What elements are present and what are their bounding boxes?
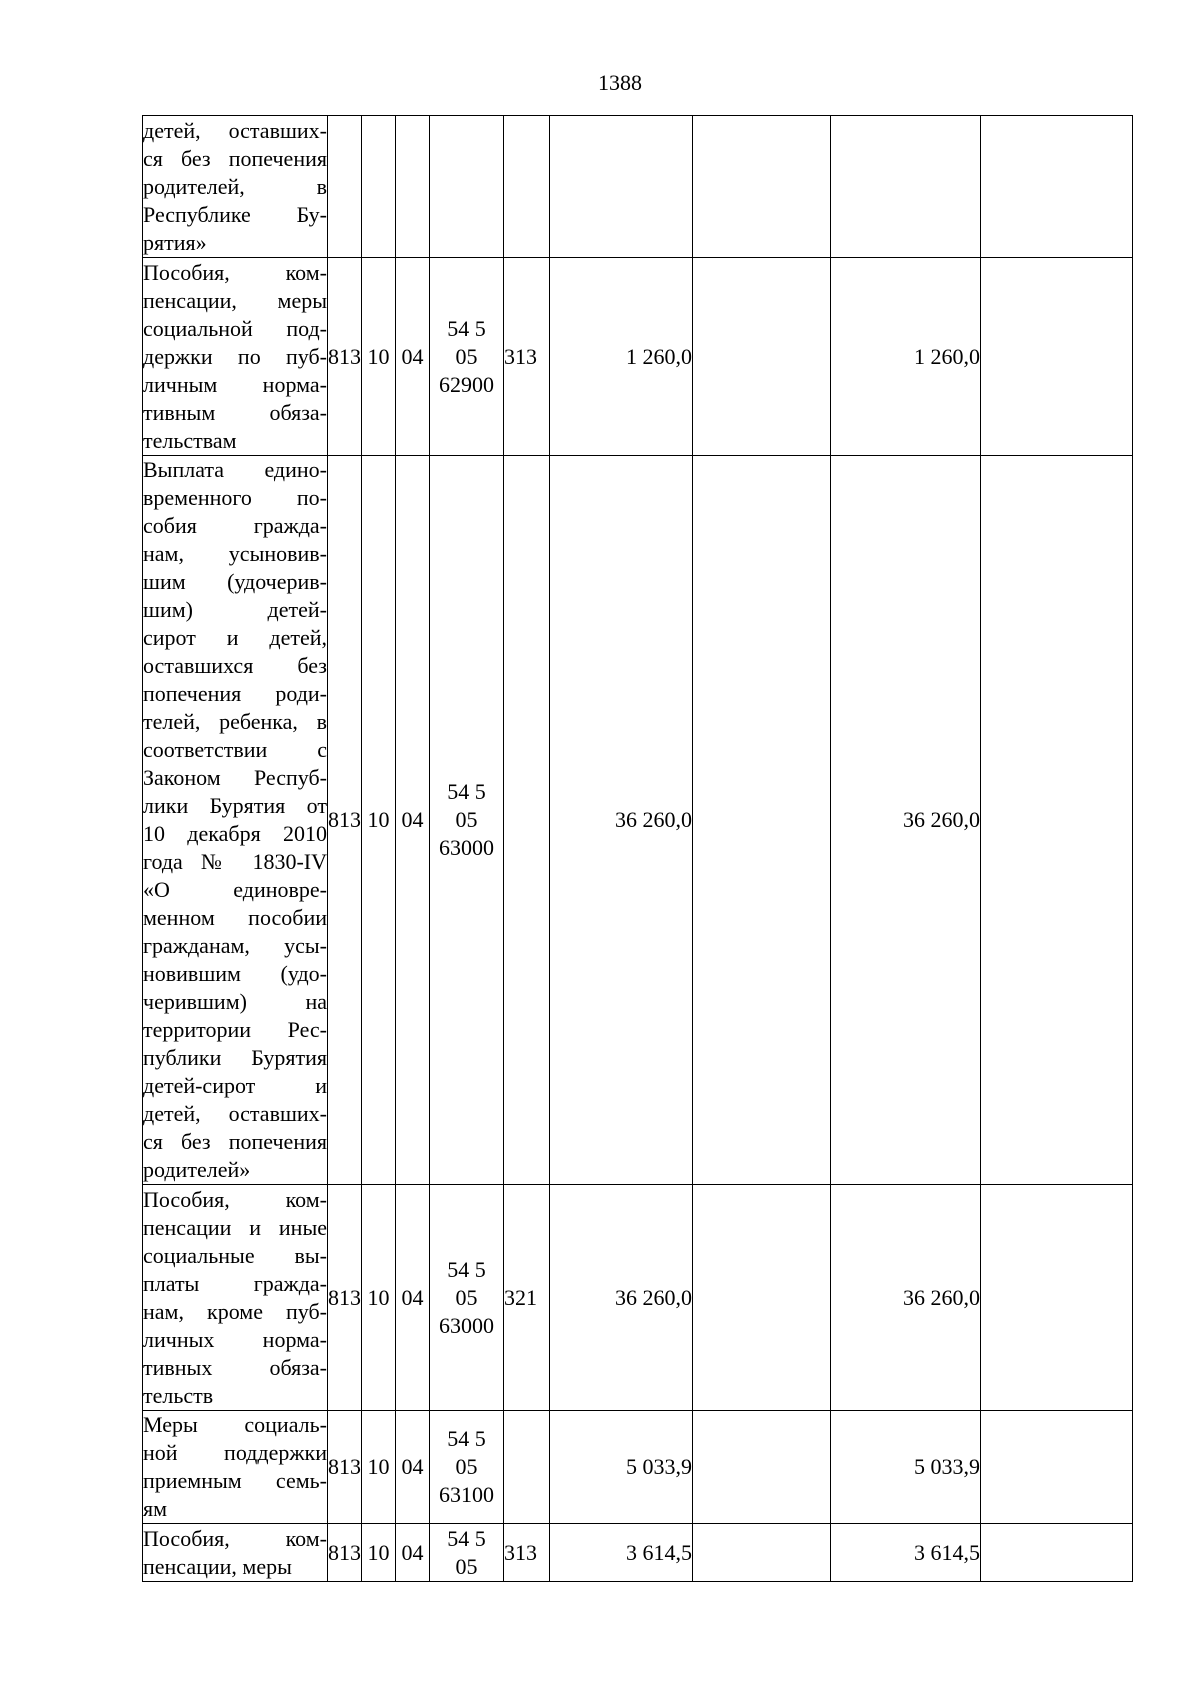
description-line: сирот и детей, bbox=[143, 625, 327, 650]
federal-amount-cell bbox=[693, 456, 831, 1185]
description-line: Меры социаль- bbox=[143, 1412, 327, 1437]
extra-amount-cell bbox=[981, 456, 1133, 1185]
table-row bbox=[143, 1185, 1133, 1411]
subsection-cell: 04 bbox=[396, 456, 430, 1185]
grbs-cell: 813 bbox=[328, 1185, 362, 1411]
subsection-cell: 04 bbox=[396, 1185, 430, 1411]
section-cell: 10 bbox=[362, 258, 396, 456]
target-article-cell: 54 5 05 63000 bbox=[430, 456, 504, 1185]
row-description-text bbox=[143, 259, 327, 455]
federal-amount-cell bbox=[693, 1185, 831, 1411]
row-description-text bbox=[143, 1525, 327, 1581]
section-cell: 10 bbox=[362, 1411, 396, 1524]
description-line: Пособия, ком- bbox=[143, 1186, 327, 1212]
description-line: попечения роди- bbox=[143, 681, 327, 706]
total-amount-cell: 1 260,0 bbox=[550, 258, 693, 456]
table-body bbox=[143, 116, 1133, 1582]
subsection-cell: 04 bbox=[396, 1411, 430, 1524]
description-line: платы гражда- bbox=[143, 1270, 327, 1296]
row-description bbox=[143, 1411, 328, 1524]
regional-amount-cell: 36 260,0 bbox=[831, 1185, 981, 1411]
row-description-text bbox=[143, 117, 327, 257]
grbs-cell: 813 bbox=[328, 456, 362, 1185]
expense-type-cell: 313 bbox=[504, 1524, 550, 1582]
description-line: соответствии с bbox=[143, 737, 327, 762]
extra-amount-cell bbox=[981, 258, 1133, 456]
extra-amount-cell bbox=[981, 116, 1133, 258]
regional-amount-cell: 36 260,0 bbox=[831, 456, 981, 1185]
federal-amount-cell bbox=[693, 1524, 831, 1582]
grbs-cell: 813 bbox=[328, 1411, 362, 1524]
federal-amount-cell bbox=[693, 1411, 831, 1524]
target-article-cell: 54 5 05 bbox=[430, 1524, 504, 1582]
description-line: временного по- bbox=[143, 485, 327, 510]
row-description-text bbox=[143, 1186, 327, 1410]
description-line: приемным семь- bbox=[143, 1468, 327, 1493]
subsection-cell: 04 bbox=[396, 258, 430, 456]
description-line: личным норма- bbox=[143, 371, 327, 397]
description-line: оставшихся без bbox=[143, 653, 327, 678]
description-line: тельств bbox=[143, 1382, 214, 1408]
description-line: гражданам, усы- bbox=[143, 933, 327, 958]
description-line: шим (удочерив- bbox=[143, 569, 327, 594]
description-line: социальные вы- bbox=[143, 1242, 327, 1268]
description-line: собия гражда- bbox=[143, 513, 327, 538]
description-line: Пособия, ком- bbox=[143, 1525, 327, 1551]
section-cell: 10 bbox=[362, 1185, 396, 1411]
extra-amount-cell bbox=[981, 1185, 1133, 1411]
description-line: родителей» bbox=[143, 1157, 251, 1182]
total-amount-cell: 36 260,0 bbox=[550, 456, 693, 1185]
target-article-cell: 54 5 05 63100 bbox=[430, 1411, 504, 1524]
description-line: ся без попечения bbox=[143, 145, 327, 171]
grbs-cell: 813 bbox=[328, 258, 362, 456]
description-line: Выплата едино- bbox=[143, 457, 327, 482]
description-line: детей, оставших- bbox=[143, 1101, 327, 1126]
federal-amount-cell bbox=[693, 116, 831, 258]
expense-type-cell bbox=[504, 1411, 550, 1524]
target-article-cell bbox=[430, 116, 504, 258]
subsection-cell bbox=[396, 116, 430, 258]
description-line: пенсации и иные bbox=[143, 1214, 327, 1240]
description-line: личных норма- bbox=[143, 1326, 327, 1352]
row-description bbox=[143, 1185, 328, 1411]
row-description bbox=[143, 456, 328, 1185]
description-line: родителей, в bbox=[143, 173, 327, 199]
description-line: нам, кроме пуб- bbox=[143, 1298, 327, 1324]
description-line: ся без попечения bbox=[143, 1129, 327, 1154]
total-amount-cell: 5 033,9 bbox=[550, 1411, 693, 1524]
section-cell bbox=[362, 116, 396, 258]
description-line: черившим) на bbox=[143, 989, 327, 1014]
total-amount-cell bbox=[550, 116, 693, 258]
expense-type-cell: 313 bbox=[504, 258, 550, 456]
description-line: нам, усыновив- bbox=[143, 541, 327, 566]
row-description bbox=[143, 116, 328, 258]
total-amount-cell: 3 614,5 bbox=[550, 1524, 693, 1582]
regional-amount-cell: 3 614,5 bbox=[831, 1524, 981, 1582]
total-amount-cell: 36 260,0 bbox=[550, 1185, 693, 1411]
description-line: года № 1830-IV bbox=[143, 849, 327, 874]
description-line: 10 декабря 2010 bbox=[143, 821, 327, 846]
row-description bbox=[143, 1524, 328, 1582]
table-row bbox=[143, 1411, 1133, 1524]
row-description-text bbox=[143, 456, 327, 1184]
row-description bbox=[143, 258, 328, 456]
federal-amount-cell bbox=[693, 258, 831, 456]
regional-amount-cell: 1 260,0 bbox=[831, 258, 981, 456]
section-cell: 10 bbox=[362, 456, 396, 1185]
budget-table bbox=[142, 115, 1133, 1582]
description-line: тивных обяза- bbox=[143, 1354, 327, 1380]
expense-type-cell bbox=[504, 456, 550, 1185]
description-line: менном пособии bbox=[143, 905, 327, 930]
description-line: держки по пуб- bbox=[143, 343, 327, 369]
section-cell: 10 bbox=[362, 1524, 396, 1582]
target-article-cell: 54 5 05 63000 bbox=[430, 1185, 504, 1411]
description-line: социальной под- bbox=[143, 315, 327, 341]
description-line: ям bbox=[143, 1496, 168, 1521]
expense-type-cell bbox=[504, 116, 550, 258]
target-article-cell: 54 5 05 62900 bbox=[430, 258, 504, 456]
grbs-cell bbox=[328, 116, 362, 258]
description-line: лики Бурятия от bbox=[143, 793, 327, 818]
page-number: 1388 bbox=[598, 70, 642, 95]
description-line: новившим (удо- bbox=[143, 961, 327, 986]
table-row bbox=[143, 116, 1133, 258]
regional-amount-cell: 5 033,9 bbox=[831, 1411, 981, 1524]
description-line: детей, оставших- bbox=[143, 117, 327, 143]
table-row bbox=[143, 1524, 1133, 1582]
description-line: «О единовре- bbox=[143, 877, 327, 902]
table-row bbox=[143, 456, 1133, 1185]
description-line: тельствам bbox=[143, 427, 237, 453]
expense-type-cell: 321 bbox=[504, 1185, 550, 1411]
description-line: детей-сирот и bbox=[143, 1073, 327, 1098]
table-row bbox=[143, 258, 1133, 456]
row-description-text bbox=[143, 1411, 327, 1523]
description-line: шим) детей- bbox=[143, 597, 327, 622]
description-line: пенсации, меры bbox=[143, 287, 327, 313]
extra-amount-cell bbox=[981, 1524, 1133, 1582]
description-line: Законом Респуб- bbox=[143, 765, 327, 790]
description-line: пенсации, меры bbox=[143, 1553, 292, 1579]
description-line: Пособия, ком- bbox=[143, 259, 327, 285]
description-line: рятия» bbox=[143, 229, 207, 255]
description-line: телей, ребенка, в bbox=[143, 709, 327, 734]
regional-amount-cell bbox=[831, 116, 981, 258]
extra-amount-cell bbox=[981, 1411, 1133, 1524]
description-line: территории Рес- bbox=[143, 1017, 327, 1042]
description-line: Республике Бу- bbox=[143, 201, 327, 227]
description-line: ной поддержки bbox=[143, 1440, 327, 1465]
description-line: публики Бурятия bbox=[143, 1045, 327, 1070]
description-line: тивным обяза- bbox=[143, 399, 327, 425]
subsection-cell: 04 bbox=[396, 1524, 430, 1582]
grbs-cell: 813 bbox=[328, 1524, 362, 1582]
